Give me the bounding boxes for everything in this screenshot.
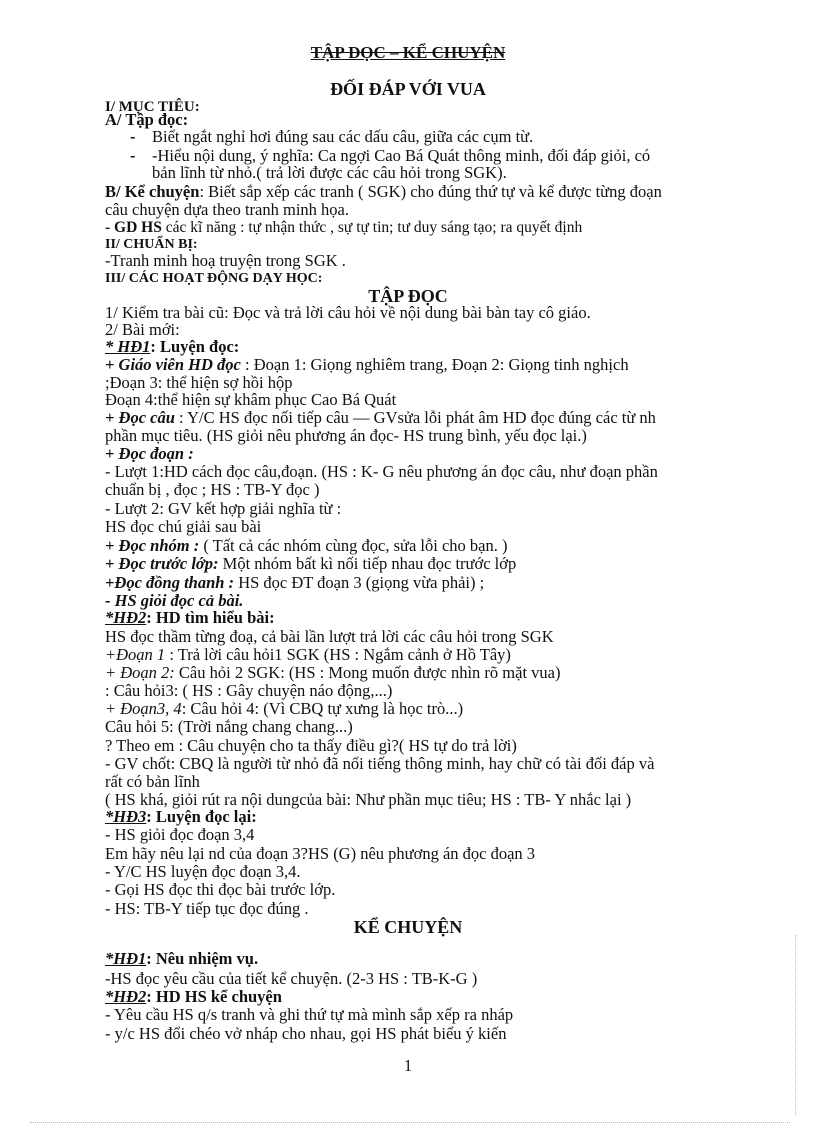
teacher-guide-label: + Giáo viên HD đọc <box>105 355 241 374</box>
story-activity-2-heading <box>105 988 282 1006</box>
paragraph-round-2-cont: HS đọc chú giải sau bài <box>105 517 262 536</box>
comprehension-q5: Câu hỏi 5: (Trời nắng chang chang...) <box>105 717 353 736</box>
comprehension-q1 <box>105 646 511 664</box>
activity-1-heading <box>105 338 239 356</box>
activity-label: *HĐ2 <box>105 987 147 1006</box>
activity-label: * HĐ1 <box>105 337 151 356</box>
skills-line <box>105 219 582 237</box>
storytelling-label: B/ Kể chuyện <box>105 182 200 201</box>
storytelling-objective <box>105 183 662 201</box>
class-reading-label: + Đọc trước lớp: <box>105 554 219 573</box>
question-text: : Câu hỏi 4: (Vì CBQ tự xưng là học trò...) <box>181 699 464 718</box>
good-students-line: - HS giỏi đọc cả bài. <box>105 591 244 610</box>
story-task-line: -HS đọc yêu cầu của tiết kể chuyện. (2-3 HS : TB-K-G ) <box>105 969 478 988</box>
reread-line: - Y/C HS luyện đọc đoạn 3,4. <box>105 862 301 881</box>
teacher-summary: - GV chốt: CBQ là người từ nhỏ đã nổi tiếng thông minh, hay chữ có tài đối đáp và <box>105 754 655 773</box>
sentence-reading-label: + Đọc câu <box>105 408 175 427</box>
page-number: 1 <box>403 1056 413 1075</box>
class-reading-text: Một nhóm bất kì nối tiếp nhau đọc trước lớp <box>218 554 517 573</box>
storytelling-title: KỂ CHUYỆN <box>353 917 463 937</box>
teacher-guide-cont: ;Đoạn 3: thể hiện sợ hồi hộp <box>105 373 293 392</box>
reread-line: Em hãy nêu lại nd của đoạn 3?HS (G) nêu phương án đọc đoạn 3 <box>105 844 536 863</box>
class-reading-line <box>105 555 516 573</box>
group-reading-label: + Đọc nhóm : <box>105 536 200 555</box>
reread-line: - HS: TB-Y tiếp tục đọc đúng . <box>105 899 309 918</box>
paragraph-label: +Đoạn 1 <box>105 645 166 664</box>
paragraph-round-1: - Lượt 1:HD cách đọc câu,đoạn. (HS : K- G nêu phương án đọc câu, như đoạn phần <box>105 462 658 481</box>
teacher-guide-cont: Đoạn 4:thể hiện sự khâm phục Cao Bá Quát <box>105 390 397 409</box>
teacher-summary-cont: rất có bản lĩnh <box>105 772 200 791</box>
sentence-reading-line <box>105 409 656 427</box>
chorus-reading-label: +Đọc đồng thanh : <box>105 573 235 592</box>
paragraph-reading-label: + Đọc đoạn : <box>105 444 194 463</box>
activity-3-heading <box>105 808 257 826</box>
comprehension-q6: ? Theo em : Câu chuyện cho ta thấy điều gì?( HS tự do trả lời) <box>105 736 517 755</box>
subsection-reading: A/ Tập đọc: <box>105 110 189 129</box>
story-activity-1-heading <box>105 950 258 968</box>
teacher-guide-line <box>105 356 629 374</box>
reread-line: - Gọi HS đọc thi đọc bài trước lớp. <box>105 880 336 899</box>
group-reading-line <box>105 537 507 555</box>
lesson-title: ĐỐI ĐÁP VỚI VUA <box>330 79 486 99</box>
paragraph-label: + Đoạn 2: <box>105 663 175 682</box>
story-guide-line: - Yêu cầu HS q/s tranh và ghi thứ tự mà mình sắp xếp ra nháp <box>105 1005 514 1024</box>
teacher-guide-text: : Đoạn 1: Giọng nghiêm trang, Đoạn 2: Giọng tinh nghịch <box>240 355 629 374</box>
storytelling-text: : Biết sắp xếp các tranh ( SGK) cho đúng thứ tự và kể được từng đoạn <box>199 182 662 201</box>
paragraph-round-2: - Lượt 2: GV kết hợp giải nghĩa từ : <box>105 499 342 518</box>
content-summary: ( HS khá, giỏi rút ra nội dungcủa bài: Như phần mục tiêu; HS : TB- Y nhắc lại ) <box>105 790 632 809</box>
comprehension-line: HS đọc thầm từng đoạ, cả bài lần lượt trả lời các câu hỏi trong SGK <box>105 627 554 646</box>
section-activities: III/ CÁC HOẠT ĐỘNG DẠY HỌC: <box>105 271 323 286</box>
paragraph-label: + Đoạn3, 4 <box>105 699 182 718</box>
reading-title: TẬP ĐỌC <box>368 286 448 306</box>
objective-item-cont: bản lĩnh từ nhỏ.( trả lời được các câu hỏi trong SGK). <box>152 163 507 182</box>
bullet-dash: - <box>130 127 136 146</box>
new-lesson-line: 2/ Bài mới: <box>105 320 180 339</box>
story-guide-line: - y/c HS đổi chéo vở nháp cho nhau, gọi HS phát biểu ý kiến <box>105 1024 507 1043</box>
question-text: Câu hỏi 2 SGK: (HS : Mong muốn được nhìn rõ mặt vua) <box>174 663 561 682</box>
activity-label: *HĐ3 <box>105 807 147 826</box>
review-line: 1/ Kiểm tra bài cũ: Đọc và trả lời câu hỏi về nội dung bài bàn tay cô giáo. <box>105 303 591 322</box>
activity-label: *HĐ2 <box>105 608 147 627</box>
comprehension-q2 <box>105 664 560 682</box>
bullet-dash: - <box>130 146 136 165</box>
activity-title: : Luyện đọc: <box>150 337 240 356</box>
activity-title: : HD HS kể chuyện <box>146 987 282 1006</box>
reread-line: - HS giỏi đọc đoạn 3,4 <box>105 825 255 844</box>
activity-label: *HĐ1 <box>105 949 147 968</box>
page-margin-dots <box>795 935 796 1115</box>
skills-label: - GD HS <box>105 219 162 236</box>
section-objectives: I/ MỤC TIÊU: <box>105 99 200 115</box>
objective-item: -Hiểu nội dung, ý nghĩa: Ca ngợi Cao Bá Quát thông minh, đối đáp giỏi, có <box>152 146 651 165</box>
question-text: : Trả lời câu hỏi1 SGK (HS : Ngắm cảnh ở Hồ Tây) <box>165 645 511 664</box>
comprehension-q3: : Câu hỏi3: ( HS : Gây chuyện náo động,...) <box>105 681 393 700</box>
paragraph-round-1-cont: chuẩn bị , đọc ; HS : TB-Y đọc ) <box>105 480 320 499</box>
comprehension-q4 <box>105 700 463 718</box>
storytelling-text-cont: câu chuyện dựa theo tranh minh họa. <box>105 200 349 219</box>
sentence-reading-text: : Y/C HS đọc nối tiếp câu — GVsửa lỗi phát âm HD đọc đúng các từ nh <box>174 408 656 427</box>
group-reading-text: ( Tất cả các nhóm cùng đọc, sửa lỗi cho bạn. ) <box>199 536 508 555</box>
preparation-item: -Tranh minh hoạ truyện trong SGK . <box>105 251 346 270</box>
activity-title: : Luyện đọc lại: <box>146 807 257 826</box>
activity-title: : HD tìm hiểu bài: <box>146 608 275 627</box>
activity-title: : Nêu nhiệm vụ. <box>146 949 259 968</box>
activity-2-heading <box>105 609 275 627</box>
section-preparation: II/ CHUẨN BỊ: <box>105 237 198 252</box>
skills-text: các kĩ năng : tự nhận thức , sự tự tin; tư duy sáng tạo; ra quyết định <box>161 219 583 236</box>
objective-item: Biết ngắt nghỉ hơi đúng sau các dấu câu, giữa các cụm từ. <box>152 127 534 146</box>
chorus-reading-line <box>105 574 484 592</box>
sentence-reading-cont: phần mục tiêu. (HS giỏi nêu phương án đọc- HS trung bình, yếu đọc lại.) <box>105 426 587 445</box>
document-header: TẬP ĐỌC – KỂ CHUYỆN <box>310 43 506 62</box>
chorus-reading-text: HS đọc ĐT đoạn 3 (giọng vừa phải) ; <box>234 573 485 592</box>
